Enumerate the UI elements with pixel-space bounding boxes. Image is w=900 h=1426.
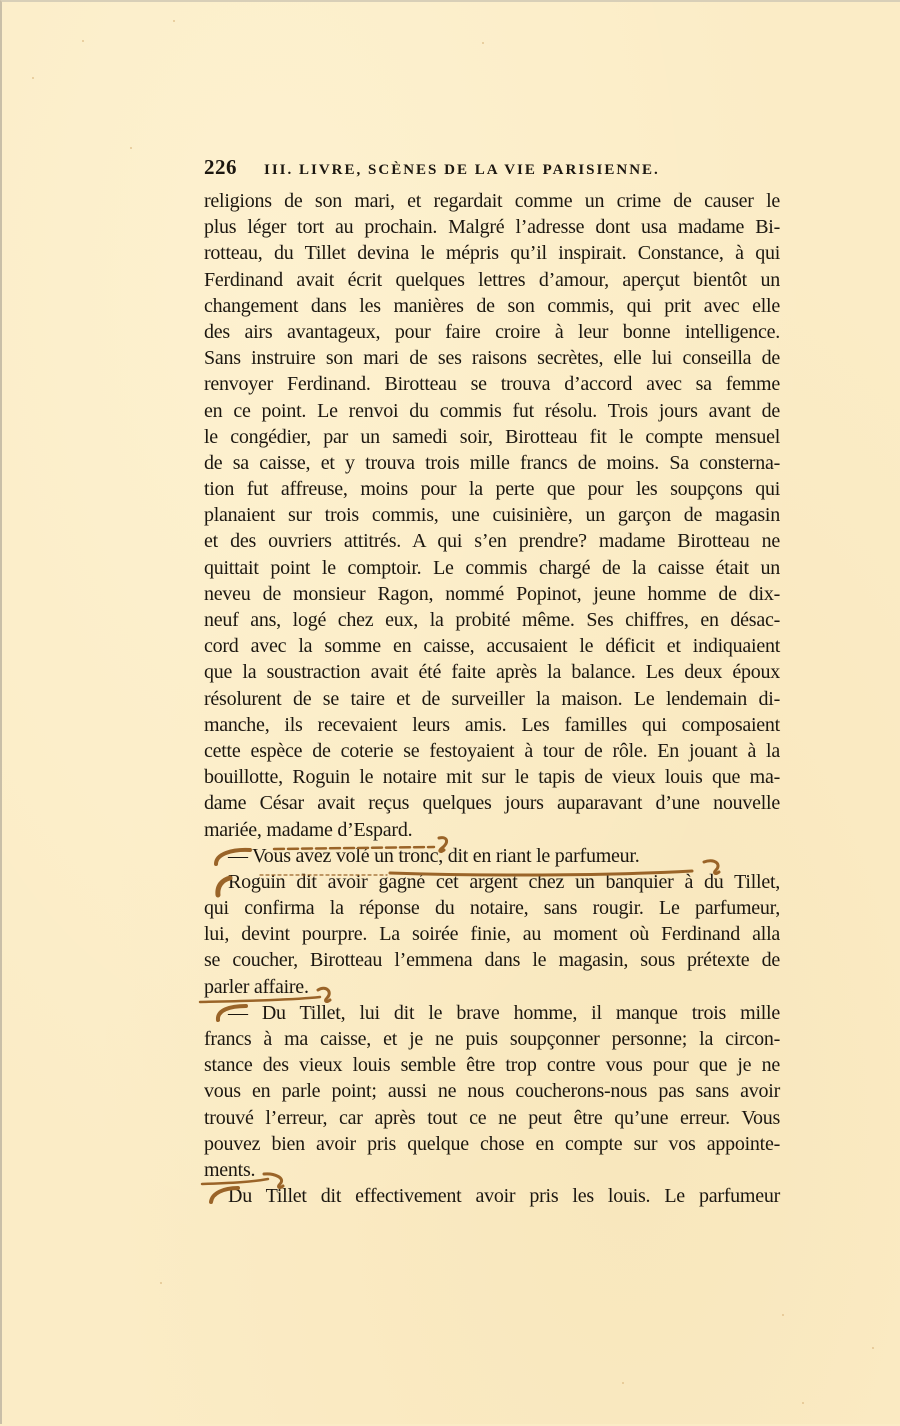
text-line: bouillotte, Roguin le notaire mit sur le tapis de vieux louis que ma-: [204, 766, 780, 789]
paper-speck: [482, 42, 484, 44]
text-line: de sa caisse, et y trouva trois mille francs de moins. Sa consterna-: [204, 451, 780, 474]
text-line: lui, devint pourpre. La soirée finie, au moment où Ferdinand alla: [204, 923, 780, 946]
body-text: [204, 188, 780, 1209]
text-line: manche, ils recevaient leurs amis. Les familles qui composaient: [204, 713, 780, 736]
text-line: qui confirma la réponse du notaire, sans rougir. Le parfumeur,: [204, 897, 780, 920]
paper-speck: [872, 1347, 874, 1349]
text-line: ments.: [204, 1158, 256, 1181]
paper-speck: [82, 40, 84, 42]
text-line: le congédier, par un samedi soir, Birotteau fit le compte mensuel: [204, 425, 780, 448]
text-line: Du Tillet dit effectivement avoir pris les louis. Le parfumeur: [228, 1185, 780, 1208]
text-line: francs à ma caisse, et je ne puis soupçonner personne; la circon-: [204, 1028, 780, 1050]
paper-speck: [622, 1382, 624, 1384]
paper-speck: [32, 77, 34, 79]
text-line: vous en parle point; aussi ne nous coucherons-nous pas sans avoir: [204, 1080, 780, 1103]
text-line: que la soustraction avait été faite après la balance. Les deux époux: [204, 661, 780, 684]
text-line: et des ouvriers attitrés. A qui s’en prendre? madame Birotteau ne: [204, 530, 780, 553]
text-line: quittait point le comptoir. Le commis chargé de la caisse était un: [204, 556, 780, 579]
text-line: parler affaire.: [204, 975, 309, 998]
running-head: III. LIVRE, SCÈNES DE LA VIE PARISIENNE.: [264, 162, 660, 178]
text-line: Roguin dit avoir gagné cet argent chez un banquier à du Tillet,: [228, 870, 780, 893]
text-line: cord avec la somme en caisse, accusaient le déficit et indiquaient: [204, 635, 780, 658]
text-line: Ferdinand avait écrit quelques lettres d’amour, aperçut bientôt un: [204, 268, 780, 291]
text-line: religions de son mari, et regardait comme un crime de causer le: [204, 190, 780, 212]
text-line: cette espèce de coterie se festoyaient à tour de rôle. En jouant à la: [204, 739, 780, 762]
text-line: rotteau, du Tillet devina le mépris qu’il inspirait. Constance, à qui: [204, 242, 780, 265]
paper-speck: [130, 147, 132, 149]
text-line: des airs avantageux, pour faire croire à leur bonne intelligence.: [204, 320, 780, 343]
text-line: changement dans les manières de son commis, qui prit avec elle: [204, 294, 780, 317]
text-line: renvoyer Ferdinand. Birotteau se trouva d’accord avec sa femme: [204, 373, 780, 396]
page-header: [204, 155, 784, 185]
dialogue-line: — Vous avez volé un tronc, dit en riant le parfumeur.: [228, 844, 640, 867]
text-line: neuf ans, logé chez eux, la probité même. Ses chiffres, en désac-: [204, 609, 780, 631]
text-line: Sans instruire son mari de ses raisons secrètes, elle lui conseilla de: [204, 347, 780, 370]
text-line: planaient sur trois commis, une cuisinière, un garçon de magasin: [204, 504, 780, 527]
text-line: neveu de monsieur Ragon, nommé Popinot, jeune homme de dix-: [204, 582, 780, 605]
paper-speck: [802, 1402, 804, 1404]
text-line: plus léger tort au prochain. Malgré l’adresse dont usa madame Bi-: [204, 216, 780, 239]
text-line: stance des vieux louis semble être trop contre vous pour que je ne: [204, 1054, 780, 1077]
text-line: pouvez bien avoir pris quelque chose en compte sur vos appointe-: [204, 1132, 780, 1155]
dialogue-line: — Du Tillet, lui dit le brave homme, il manque trois mille: [228, 1001, 780, 1024]
paper-speck: [782, 1314, 784, 1316]
text-line: se coucher, Birotteau l’emmena dans le magasin, sous prétexte de: [204, 949, 780, 972]
paper-speck: [173, 20, 175, 22]
text-line: résolurent de se taire et de surveiller la maison. Le lendemain di-: [204, 687, 780, 710]
text-line: dame César avait reçus quelques jours auparavant d’une nouvelle: [204, 792, 780, 815]
paper-speck: [160, 1282, 162, 1284]
text-line: trouvé l’erreur, car après tout ce ne peut être qu’une erreur. Vous: [204, 1106, 780, 1129]
text-line: en ce point. Le renvoi du commis fut résolu. Trois jours avant de: [204, 399, 780, 422]
text-line: tion fut affreuse, moins pour la perte que pour les soupçons qui: [204, 478, 780, 501]
page-number: 226: [204, 155, 237, 179]
text-line: mariée, madame d’Espard.: [204, 818, 413, 841]
